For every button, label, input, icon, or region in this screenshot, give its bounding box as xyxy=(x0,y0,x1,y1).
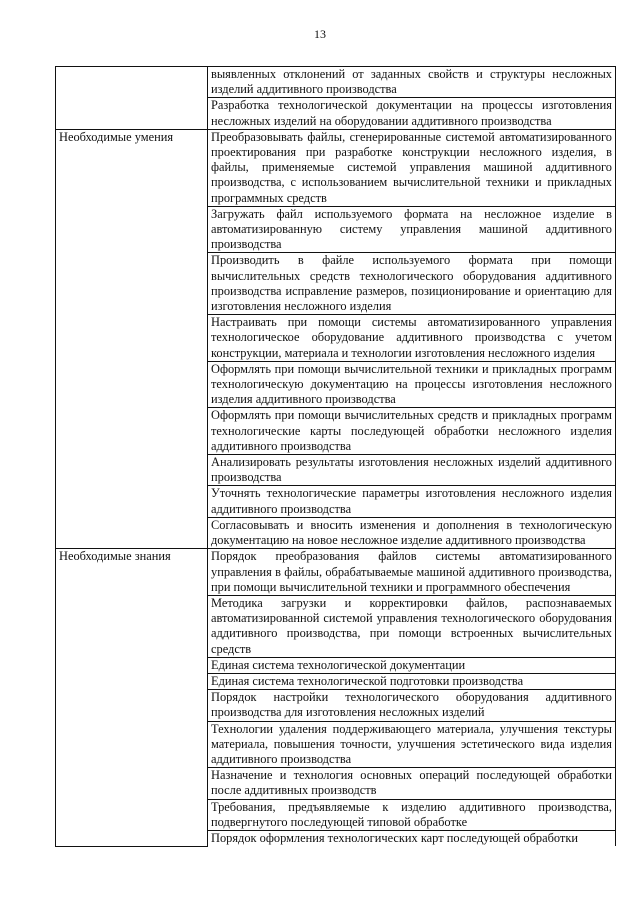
table-cell: Единая система технологической документации xyxy=(208,657,616,673)
row-label-knowledge: Необходимые знания xyxy=(56,549,208,846)
row-label-continuation xyxy=(56,67,208,130)
table-cell: Разработка технологической документации на процессы изготовления несложных изделий на оборудовании аддитивного производства xyxy=(208,98,616,129)
table-cell: Загружать файл используемого формата на несложное изделие в автоматизированную систему управления машиной аддитивного производства xyxy=(208,206,616,253)
table-cell: Преобразовывать файлы, сгенерированные системой автоматизированного проектирования при разработке конструкции несложного изделия, в файлы, применяемые системой управления машиной аддитивного производства, с использованием вычислительной техники и прикладных программных средств xyxy=(208,129,616,206)
table-cell: Согласовывать и вносить изменения и дополнения в технологическую документацию на новое несложное изделие аддитивного производства xyxy=(208,517,616,548)
table-row xyxy=(56,549,616,596)
table-cell: Порядок преобразования файлов системы автоматизированного управления в файлы, обрабатываемые машиной аддитивного производства, при помощи вычислительной техники и программного обеспечения xyxy=(208,549,616,596)
table-cell: Анализировать результаты изготовления несложных изделий аддитивного производства xyxy=(208,455,616,486)
table-cell: Оформлять при помощи вычислительной техники и прикладных программ технологическую документацию на процессы изготовления несложного изделия аддитивного производства xyxy=(208,361,616,408)
table-cell: Порядок оформления технологических карт последующей обработки xyxy=(208,830,616,846)
table-cell: выявленных отклонений от заданных свойств и структуры несложных изделий аддитивного производства xyxy=(208,67,616,98)
page-number: 13 xyxy=(314,27,326,41)
table-cell: Порядок настройки технологического оборудования аддитивного производства для изготовления несложных изделий xyxy=(208,690,616,721)
table-cell: Назначение и технология основных операций последующей обработки после аддитивных производств xyxy=(208,768,616,799)
requirements-table xyxy=(55,66,616,847)
table-cell: Методика загрузки и корректировки файлов, распознаваемых автоматизированной системой управления технологического оборудования аддитивного производства, при помощи встроенных вычислительных средств xyxy=(208,595,616,657)
table-cell: Единая система технологической подготовки производства xyxy=(208,673,616,689)
table-cell: Настраивать при помощи системы автоматизированного управления технологическое оборудование аддитивного производства с учетом конструкции, материала и технологии изготовления несложного изделия xyxy=(208,315,616,362)
table-cell: Требования, предъявляемые к изделию аддитивного производства, подвергнутого последующей типовой обработке xyxy=(208,799,616,830)
table-row xyxy=(56,129,616,206)
table-row xyxy=(56,67,616,98)
row-label-skills: Необходимые умения xyxy=(56,129,208,548)
table-cell: Производить в файле используемого формата при помощи вычислительных средств технологического оборудования аддитивного производства исправление размеров, позиционирование и ориентацию для изготовления несложного изделия xyxy=(208,253,616,315)
table-cell: Оформлять при помощи вычислительных средств и прикладных программ технологические карты последующей обработки несложного изделия аддитивного производства xyxy=(208,408,616,455)
table-cell: Технологии удаления поддерживающего материала, улучшения текстуры материала, повышения точности, улучшения эстетического вида изделия аддитивного производства xyxy=(208,721,616,768)
table-cell: Уточнять технологические параметры изготовления несложного изделия аддитивного производства xyxy=(208,486,616,517)
